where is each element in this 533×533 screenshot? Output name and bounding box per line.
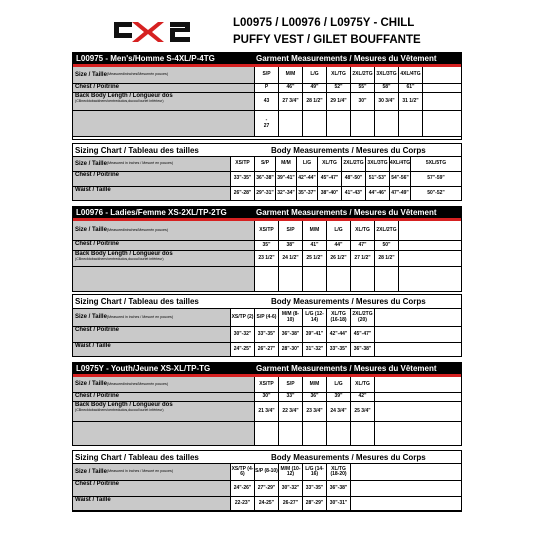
brand-logo <box>110 18 195 42</box>
table-cell: 57"-59" <box>411 172 461 187</box>
page-header <box>0 0 533 50</box>
table-cell: 29 1/4" <box>327 93 351 111</box>
table-cell: 50"-52" <box>411 187 461 201</box>
table-cell <box>73 377 255 393</box>
cell-text: Size / Taille <box>75 314 107 321</box>
table-cell: 26 1/2" <box>327 251 351 267</box>
table-cell: XL/TG (18-20) <box>327 464 351 481</box>
table-cell: 43 <box>255 93 279 111</box>
cell-text: Size / Taille <box>75 71 107 78</box>
table-cell <box>73 343 231 357</box>
document-title-line2: PUFFY VEST / GILET BOUFFANTE <box>233 34 421 46</box>
table-cell: 44"-46" <box>366 187 390 201</box>
table-cell: M/M <box>303 221 327 241</box>
table-cell: 33"-35" <box>327 343 351 357</box>
table-cell <box>279 111 303 137</box>
cell-text: Size / Taille <box>75 468 107 475</box>
table-cell: 28"-29" <box>303 497 327 511</box>
table-cell: 39" <box>327 393 351 402</box>
table-cell: L/G (14-16) <box>303 464 327 481</box>
table-cell <box>73 93 255 111</box>
table-cell <box>399 267 461 292</box>
table-cell: 54"-56" <box>390 172 411 187</box>
cell-text: Chest / Poitrine <box>75 393 120 399</box>
cell-text: Chest / Poitrine <box>75 172 120 178</box>
table-cell: 25 1/2" <box>303 251 327 267</box>
table-cell: 23 1/2" <box>255 251 279 267</box>
table-cell <box>73 327 231 343</box>
table-cell: 30"-32" <box>231 327 255 343</box>
table-cell: 51"-53" <box>366 172 390 187</box>
table-cell: 26"-28" <box>231 187 255 201</box>
table-cell <box>73 393 255 402</box>
table-row <box>73 187 461 201</box>
table-row <box>73 251 461 267</box>
cell-text: (CBnecktobackhem/centredudos,ducoul'ourlet inférieur) <box>75 98 164 103</box>
table-cell: 3XL/3TG <box>366 157 390 172</box>
table-row <box>73 327 461 343</box>
men-garment-header <box>73 53 461 67</box>
table-cell <box>375 422 461 446</box>
table-cell: 2XL/2TG <box>375 221 399 241</box>
table-cell <box>73 309 231 327</box>
cell-text: Waist / Taille <box>75 497 111 503</box>
table-cell: 33" <box>279 393 303 402</box>
table-cell: S/P <box>255 157 276 172</box>
table-cell <box>73 157 231 172</box>
table-cell: 52" <box>327 84 351 93</box>
table-row <box>73 221 461 241</box>
table-cell <box>399 251 461 267</box>
cell-text: Back Body Length / Longueur dos <box>75 93 173 99</box>
table-cell: 30" <box>255 393 279 402</box>
table-cell: 36"-38" <box>351 343 375 357</box>
table-cell: 41" <box>303 241 327 251</box>
table-cell: 30 3/4" <box>375 93 399 111</box>
cell-text: 27 <box>263 122 270 129</box>
table-cell <box>399 221 461 241</box>
cell-text: Garment Measurements / Mesures du Vêtement <box>256 364 437 373</box>
table-header <box>73 451 461 464</box>
table-cell: 45"-47" <box>351 327 375 343</box>
cell-text: L0975Y - Youth/Jeune XS-XL/TP-TG <box>76 364 211 373</box>
table-row <box>73 377 461 393</box>
cell-text: Body Measurements / Mesures du Corps <box>271 297 426 306</box>
youth-garment-table <box>72 362 462 446</box>
table-cell: XL/TG (16-18) <box>327 309 351 327</box>
table-cell <box>327 111 351 137</box>
table-cell: 31"-32" <box>303 343 327 357</box>
table-cell <box>73 402 255 422</box>
men-back-row <box>73 93 461 111</box>
table-cell: 28 1/2" <box>375 251 399 267</box>
table-cell <box>423 84 461 93</box>
table-row <box>73 393 461 402</box>
table-cell: 24 1/2" <box>279 251 303 267</box>
table-header <box>73 295 461 309</box>
table-cell: 3XL/3TG <box>375 67 399 84</box>
table-cell: 24"-26" <box>231 481 255 497</box>
table-cell: 30"-32" <box>279 481 303 497</box>
table-cell: M/M <box>279 67 303 84</box>
men-title: L00975 - Men's/Homme S-4XL/P-4TG <box>76 54 215 63</box>
table-cell: XL/TG <box>351 377 375 393</box>
table-cell: 27"-29" <box>255 481 279 497</box>
table-cell <box>423 93 461 111</box>
cell-text: (CBnecktobackhem/centredudos,ducoul'ourlet inférieur) <box>75 407 164 412</box>
table-cell: XL/TG <box>327 67 351 84</box>
cell-text: (Measured in inches / Mesuré en pouces) <box>106 469 174 474</box>
table-cell: 36" <box>303 393 327 402</box>
table-cell: 30" <box>351 93 375 111</box>
men-extra-row <box>73 111 461 137</box>
table-cell <box>351 422 375 446</box>
table-cell: 24 3/4" <box>327 402 351 422</box>
men-size-row <box>73 67 461 84</box>
table-cell <box>423 67 461 84</box>
table-cell: 39"-41" <box>276 172 297 187</box>
table-cell: L/G <box>327 377 351 393</box>
table-cell: 50" <box>375 241 399 251</box>
table-cell: 5XL/5TG <box>411 157 461 172</box>
table-row <box>73 464 461 481</box>
table-cell: L/G (12-14) <box>303 309 327 327</box>
table-cell: 22-23" <box>231 497 255 511</box>
table-cell: 48"-50" <box>342 172 366 187</box>
table-cell <box>73 172 231 187</box>
table-cell: 41"-43" <box>342 187 366 201</box>
table-cell: M/M (10-12) <box>279 464 303 481</box>
table-header <box>73 144 461 157</box>
table-cell: 31 1/2" <box>399 93 423 111</box>
table-cell <box>73 221 255 241</box>
table-cell: 45"-47" <box>318 172 342 187</box>
table-cell <box>73 267 255 292</box>
table-cell <box>255 267 279 292</box>
table-cell <box>375 393 461 402</box>
table-cell <box>279 267 303 292</box>
table-cell: L/G <box>297 157 318 172</box>
table-cell: XS/TP <box>231 157 255 172</box>
table-cell <box>73 84 255 93</box>
table-cell: 39"-41" <box>303 327 327 343</box>
table-cell: 30"-31" <box>327 497 351 511</box>
table-cell: 4XL/4TG <box>390 157 411 172</box>
table-cell <box>351 481 461 497</box>
men-garment-table <box>72 52 462 140</box>
table-cell: XS/TP (4-6) <box>231 464 255 481</box>
table-cell <box>255 111 279 137</box>
table-cell: 28"-30" <box>279 343 303 357</box>
table-cell <box>73 241 255 251</box>
cell-text: (Measured in inches / Mesuré en pouces) <box>106 161 174 166</box>
table-cell <box>375 402 461 422</box>
table-cell: 47" <box>351 241 375 251</box>
table-cell: 2XL/2TG <box>351 67 375 84</box>
cell-text: (Measuredininches/Mesurnén pouces) <box>106 381 169 386</box>
table-cell <box>375 111 399 137</box>
table-cell: 33"-35" <box>231 172 255 187</box>
cell-text: (CBnecktobackhem/centredudos,ducoul'ourlet inférieur) <box>75 256 164 261</box>
men-body-table <box>72 143 462 201</box>
table-cell: 33"-35" <box>303 481 327 497</box>
cell-text: Chest / Poitrine <box>75 84 120 90</box>
table-cell <box>73 464 231 481</box>
table-cell <box>73 481 231 497</box>
table-cell: M/M (8-10) <box>279 309 303 327</box>
cell-text: Chest / Poitrine <box>75 241 120 247</box>
table-cell: 22 3/4" <box>279 402 303 422</box>
table-cell: 42" <box>351 393 375 402</box>
table-cell: S/P (8-10) <box>255 464 279 481</box>
table-row <box>73 481 461 497</box>
table-cell <box>327 422 351 446</box>
table-cell: 23 3/4" <box>303 402 327 422</box>
cell-text: (Measured in inches / Mesuré en pouces) <box>106 314 174 319</box>
table-cell: 25 3/4" <box>351 402 375 422</box>
table-cell <box>303 422 327 446</box>
table-cell: 55" <box>351 84 375 93</box>
table-cell: 27 3/4" <box>279 93 303 111</box>
table-cell <box>73 111 255 137</box>
cell-text: (Measuredininches/Mesurnén pouces) <box>106 72 169 77</box>
table-cell <box>351 111 375 137</box>
table-cell: S/P <box>255 67 279 84</box>
cell-text: Garment Measurements / Mesures du Vêtement <box>256 208 437 217</box>
garment-title: Garment Measurements / Mesures du Vêtement <box>256 54 437 63</box>
table-cell <box>73 497 231 511</box>
table-cell: S/P (4-6) <box>255 309 279 327</box>
table-row <box>73 497 461 511</box>
table-row <box>73 241 461 251</box>
cell-text: - <box>265 117 268 123</box>
table-cell: XS/TP (2) <box>231 309 255 327</box>
table-cell: 47"-49" <box>390 187 411 201</box>
table-cell <box>351 267 375 292</box>
table-cell <box>351 497 461 511</box>
cell-text: Size / Taille <box>75 381 107 388</box>
table-cell: 27 1/2" <box>351 251 375 267</box>
table-cell: 38" <box>279 241 303 251</box>
table-row <box>73 157 461 172</box>
table-cell: 2XL/2TG (20) <box>351 309 375 327</box>
table-cell: XS/TP <box>255 221 279 241</box>
table-cell: XL/TG <box>318 157 342 172</box>
table-cell: 2XL/2TG <box>342 157 366 172</box>
table-row <box>73 309 461 327</box>
men-chest-row <box>73 84 461 93</box>
cell-text: Waist / Taille <box>75 187 111 193</box>
table-cell <box>423 111 461 137</box>
table-cell <box>375 327 461 343</box>
cell-text: L00976 - Ladies/Femme XS-2XL/TP-2TG <box>76 208 227 217</box>
cell-text: Body Measurements / Mesures du Corps <box>271 145 426 155</box>
table-cell <box>73 422 255 446</box>
table-cell: 32"-34" <box>276 187 297 201</box>
table-cell: P <box>255 84 279 93</box>
table-cell <box>279 422 303 446</box>
table-cell: 29"-31" <box>255 187 276 201</box>
table-cell: XL/TG <box>351 221 375 241</box>
cell-text: Sizing Chart / Tableau des tailles <box>75 297 199 306</box>
cell-text: Body Measurements / Mesures du Corps <box>271 452 426 462</box>
table-cell <box>351 464 461 481</box>
table-cell: L/G <box>303 67 327 84</box>
table-cell: L/G <box>327 221 351 241</box>
table-cell <box>375 343 461 357</box>
table-cell: 21 3/4" <box>255 402 279 422</box>
table-cell: 46" <box>279 84 303 93</box>
table-cell: 49" <box>303 84 327 93</box>
table-row <box>73 422 461 446</box>
ladies-garment-table <box>72 206 462 292</box>
table-cell: 36"-38" <box>327 481 351 497</box>
table-cell: M/M <box>303 377 327 393</box>
table-cell: 58" <box>375 84 399 93</box>
cell-text: Chest / Poitrine <box>75 481 120 487</box>
table-cell <box>399 241 461 251</box>
table-header <box>73 207 461 221</box>
table-cell <box>73 67 255 84</box>
table-cell <box>399 111 423 137</box>
table-cell <box>73 187 231 201</box>
table-row <box>73 402 461 422</box>
table-cell <box>303 267 327 292</box>
table-row <box>73 343 461 357</box>
cell-text: Sizing Chart / Tableau des tailles <box>75 452 199 462</box>
table-cell: 26"-27" <box>255 343 279 357</box>
cell-text: Waist / Taille <box>75 343 111 349</box>
table-cell <box>375 309 461 327</box>
table-cell: 33"-35" <box>255 327 279 343</box>
table-cell <box>327 267 351 292</box>
table-cell: 24-25" <box>255 497 279 511</box>
document-title-line1: L00975 / L00976 / L0975Y - CHILL <box>233 17 415 29</box>
table-cell: 24"-25" <box>231 343 255 357</box>
table-cell: 36"-38" <box>255 172 276 187</box>
table-cell: M/M <box>276 157 297 172</box>
table-cell <box>255 422 279 446</box>
table-cell: 35"-37" <box>297 187 318 201</box>
ladies-body-table <box>72 294 462 357</box>
table-cell <box>375 267 399 292</box>
table-cell: 61" <box>399 84 423 93</box>
table-cell: 4XL/4TG <box>399 67 423 84</box>
cell-text: Size / Taille <box>75 160 107 167</box>
table-cell <box>73 251 255 267</box>
table-row <box>73 267 461 292</box>
cell-text: Size / Taille <box>75 227 107 234</box>
table-cell: S/P <box>279 221 303 241</box>
table-cell <box>375 377 461 393</box>
table-cell <box>303 111 327 137</box>
cell-text: (Measuredininches/Mesurnén pouces) <box>106 227 169 232</box>
table-cell: 42"-44" <box>297 172 318 187</box>
cell-text: Back Body Length / Longueur dos <box>75 402 173 408</box>
table-cell: 26-27" <box>279 497 303 511</box>
table-cell: 35" <box>255 241 279 251</box>
table-row <box>73 172 461 187</box>
table-cell: 38"-40" <box>318 187 342 201</box>
table-cell: 42"-44" <box>327 327 351 343</box>
cell-text: Sizing Chart / Tableau des tailles <box>75 145 199 155</box>
cell-text: Chest / Poitrine <box>75 327 120 333</box>
table-cell: S/P <box>279 377 303 393</box>
table-cell: 44" <box>327 241 351 251</box>
table-header <box>73 363 461 377</box>
cell-text: Back Body Length / Longueur dos <box>75 251 173 257</box>
youth-body-table <box>72 450 462 512</box>
table-cell: 28 1/2" <box>303 93 327 111</box>
table-cell: XS/TP <box>255 377 279 393</box>
table-cell: 36"-38" <box>279 327 303 343</box>
